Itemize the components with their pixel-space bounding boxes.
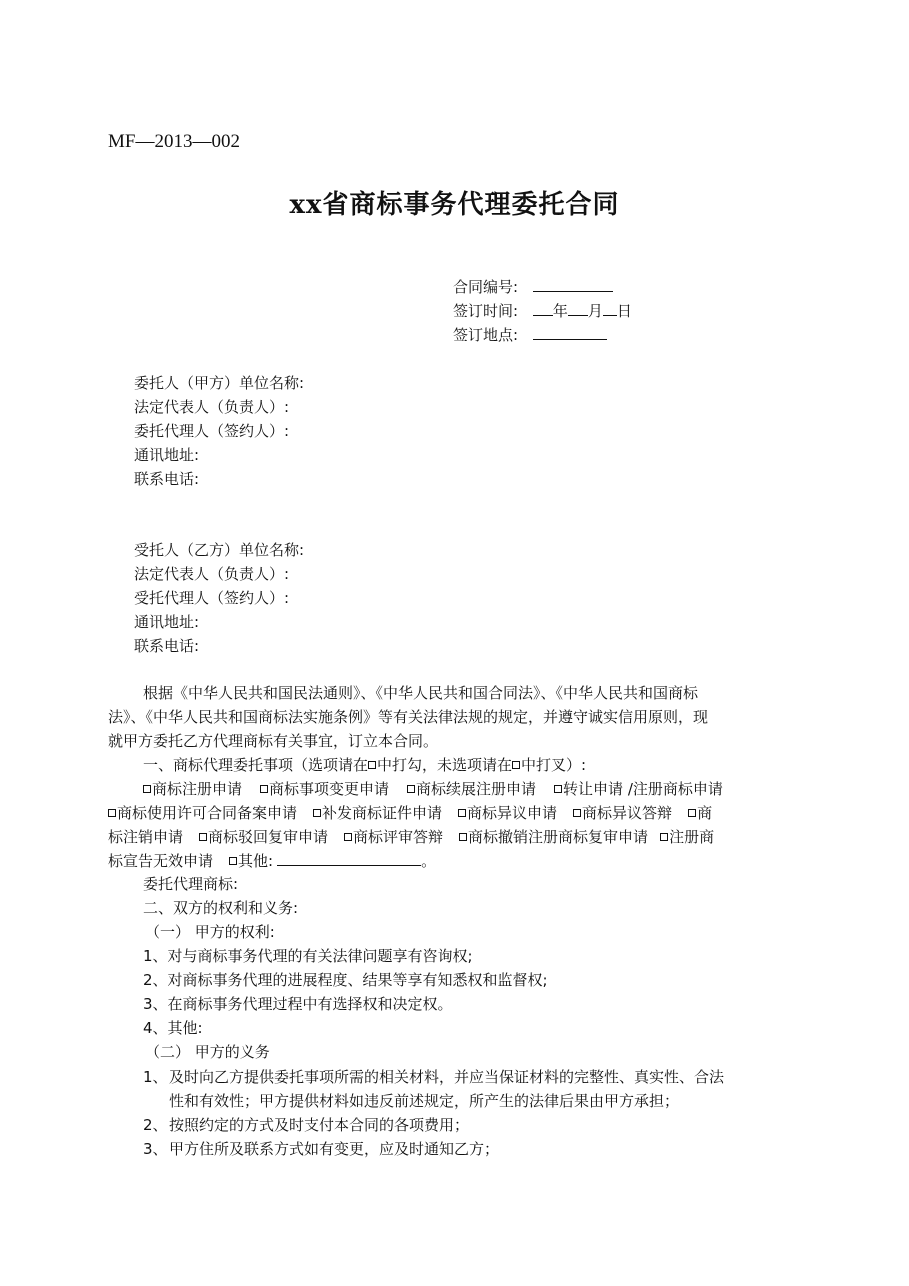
party-a-duties-heading: （二） 甲方的义务 [145, 1043, 270, 1061]
checkbox-icon [199, 833, 207, 841]
contract-number-label: 合同编号: [453, 278, 519, 296]
option-item[interactable]: 商标撤销注册商标复审申请 [459, 828, 648, 846]
preamble-line-1: 根据《中华人民共和国民法通则》、《中华人民共和国合同法》、《中华人民共和国商标 [143, 684, 699, 702]
checkbox-icon [407, 785, 415, 793]
party-a-legal-rep: 法定代表人（负责人）: [134, 398, 290, 416]
option-item[interactable]: 其他: [229, 852, 273, 870]
document-title: xx省商标事务代理委托合同 [289, 190, 620, 220]
duty-1-number: 1、 [143, 1068, 168, 1086]
sign-place-label: 签订地点: [453, 326, 519, 344]
sign-time-row [453, 300, 632, 321]
entrusted-mark: 委托代理商标: [143, 875, 239, 893]
preamble-line-3: 就甲方委托乙方代理商标有关事宜，订立本合同。 [108, 732, 439, 750]
duty-2-number: 2、 [143, 1116, 168, 1134]
right-1: 1、对与商标事务代理的有关法律问题享有咨询权; [143, 947, 473, 965]
day-label: 日 [616, 302, 632, 320]
party-b-unit: 受托人（乙方）单位名称: [134, 541, 305, 559]
checkbox-icon [573, 809, 581, 817]
duty-3-number: 3、 [143, 1140, 168, 1158]
duty-1-line-2: 性和有效性；甲方提供材料如违反前述规定，所产生的法律后果由甲方承担； [169, 1092, 680, 1110]
party-a-rights-heading: （一） 甲方的权利: [145, 923, 275, 941]
option-item[interactable]: 商标续展注册申请 [407, 780, 536, 798]
option-item[interactable]: 商标事项变更申请 [260, 780, 389, 798]
sign-time-label: 签订时间: [453, 302, 519, 320]
checkbox-icon [688, 809, 696, 817]
options-line-3: 标注销申请 商标驳回复审申请 商标评审答辩 商标撤销注册商标复审申请 注册商 [108, 828, 715, 846]
sign-place-blank [533, 325, 607, 340]
month-label: 月 [587, 302, 603, 320]
month-blank [568, 301, 588, 316]
party-a-agent: 委托代理人（签约人）: [134, 422, 290, 440]
party-a-address: 通讯地址: [134, 446, 200, 464]
party-b-agent: 受托代理人（签约人）: [134, 589, 290, 607]
checkbox-icon [458, 809, 466, 817]
checkbox-icon [660, 833, 668, 841]
duty-3: 甲方住所及联系方式如有变更，应及时通知乙方； [169, 1140, 500, 1158]
option-item[interactable]: 商 [688, 804, 712, 822]
other-blank [277, 851, 421, 866]
checkbox-icon [344, 833, 352, 841]
checkbox-icon [554, 785, 562, 793]
option-item[interactable]: 商标使用许可合同备案申请 [108, 804, 297, 822]
section-1-heading: 一、商标代理委托事项（选项请在 中打勾，未选项请在 中打叉）: [143, 756, 587, 774]
option-item[interactable]: 商标注册申请 [143, 780, 242, 798]
party-b-phone: 联系电话: [134, 637, 200, 655]
party-b-legal-rep: 法定代表人（负责人）: [134, 565, 290, 583]
right-3: 3、在商标事务代理过程中有选择权和决定权。 [143, 995, 453, 1013]
right-4: 4、其他: [143, 1019, 203, 1037]
duty-2: 按照约定的方式及时支付本合同的各项费用； [169, 1116, 470, 1134]
checkbox-icon [143, 785, 151, 793]
checkbox-icon [260, 785, 268, 793]
preamble-line-2: 法》、《中华人民共和国商标法实施条例》等有关法律法规的规定，并遵守诚实信用原则，现 [108, 708, 709, 726]
options-line-4: 标宣告无效申请 其他: 。 [108, 852, 437, 870]
option-item[interactable]: 商标驳回复审申请 [199, 828, 328, 846]
party-b-address: 通讯地址: [134, 613, 200, 631]
sign-place-row [453, 324, 607, 345]
checkbox-icon [368, 761, 376, 769]
party-a-phone: 联系电话: [134, 470, 200, 488]
option-item[interactable]: 转让申请 /注册商标申请 [554, 780, 723, 798]
option-item[interactable]: 商标异议申请 [458, 804, 557, 822]
options-line-2 [108, 801, 712, 825]
day-blank [603, 301, 617, 316]
checkbox-icon [313, 809, 321, 817]
checkbox-icon [229, 857, 237, 865]
year-label: 年 [552, 302, 568, 320]
party-a-unit: 委托人（甲方）单位名称: [134, 374, 305, 392]
document-number: MF—2013—002 [108, 131, 240, 152]
checkbox-icon [512, 761, 520, 769]
options-line-1 [143, 777, 723, 801]
option-item[interactable]: 商标评审答辩 [344, 828, 443, 846]
right-2: 2、对商标事务代理的进展程度、结果等享有知悉权和监督权; [143, 971, 548, 989]
contract-number-row [453, 276, 613, 297]
option-item[interactable]: 注册商 [660, 828, 714, 846]
contract-number-blank [533, 277, 613, 292]
checkbox-icon [459, 833, 467, 841]
option-item[interactable]: 补发商标证件申请 [313, 804, 442, 822]
year-blank [533, 301, 553, 316]
option-item[interactable]: 商标异议答辩 [573, 804, 672, 822]
checkbox-icon [108, 809, 116, 817]
duty-1-line-1: 及时向乙方提供委托事项所需的相关材料，并应当保证材料的完整性、真实性、合法 [169, 1068, 725, 1086]
section-2-heading: 二、双方的权利和义务: [143, 899, 299, 917]
